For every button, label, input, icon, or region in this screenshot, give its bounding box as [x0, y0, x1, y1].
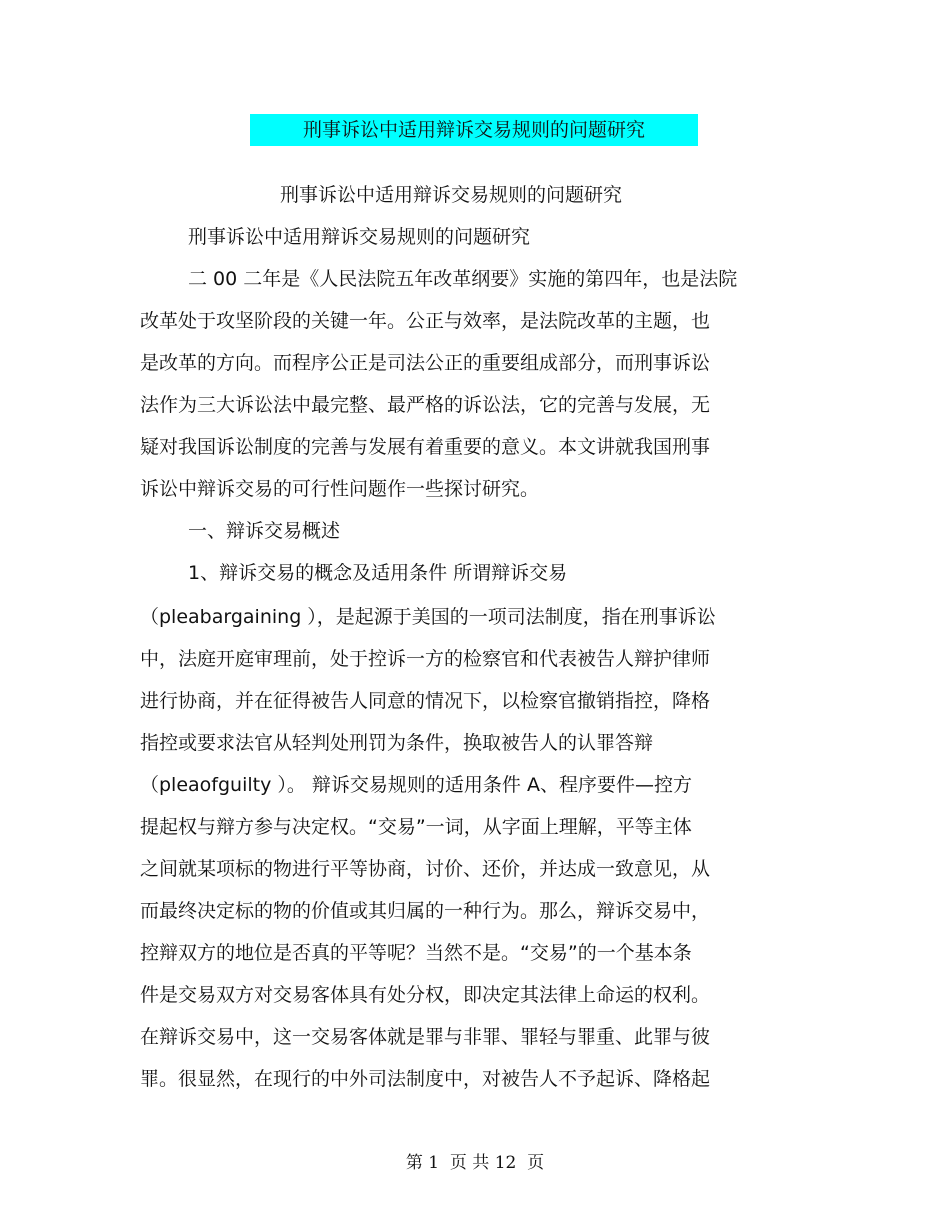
paragraph-line: 诉讼中辩诉交易的可行性问题作一些探讨研究。 [140, 478, 540, 500]
paragraph-line: 在辩诉交易中，这一交易客体就是罪与非罪、罪轻与罪重、此罪与彼 [140, 1026, 711, 1048]
paragraph-line: 控辩双方的地位是否真的平等呢？当然不是。“交易”的一个基本条 [140, 942, 692, 964]
paragraph-line: 进行协商，并在征得被告人同意的情况下，以检察官撤销指控，降格 [140, 690, 711, 712]
paragraph-line: 而最终决定标的物的价值或其归属的一种行为。那么，辩诉交易中， [140, 900, 711, 922]
section-heading: 一、辩诉交易概述 [188, 520, 341, 542]
paragraph-line: （pleaofguilty ）。 辩诉交易规则的适用条件 A、程序要件—控方 [140, 774, 692, 796]
paragraph-line: 罪。很显然，在现行的中外司法制度中，对被告人不予起诉、降格起 [140, 1068, 711, 1090]
paragraph-line: 1、辩诉交易的概念及适用条件 所谓辩诉交易 [188, 562, 568, 584]
heading-line: 刑事诉讼中适用辩诉交易规则的问题研究 [188, 226, 531, 248]
paragraph-line: 二 00 二年是《人民法院五年改革纲要》实施的第四年，也是法院 [188, 268, 738, 290]
paragraph-line: 提起权与辩方参与决定权。“交易”一词，从字面上理解，平等主体 [140, 816, 692, 838]
document-title: 刑事诉讼中适用辩诉交易规则的问题研究 [250, 114, 698, 146]
paragraph-line: 是改革的方向。而程序公正是司法公正的重要组成部分，而刑事诉讼 [140, 352, 711, 374]
subtitle-line: 刑事诉讼中适用辩诉交易规则的问题研究 [280, 184, 623, 206]
paragraph-line: 中，法庭开庭审理前，处于控诉一方的检察官和代表被告人辩护律师 [140, 648, 711, 670]
paragraph-line: 改革处于攻坚阶段的关键一年。公正与效率，是法院改革的主题，也 [140, 310, 711, 332]
paragraph-line: （pleabargaining ），是起源于美国的一项司法制度，指在刑事诉讼 [140, 606, 716, 628]
paragraph-line: 之间就某项标的物进行平等协商，讨价、还价，并达成一致意见，从 [140, 858, 711, 880]
paragraph-line: 法作为三大诉讼法中最完整、最严格的诉讼法，它的完善与发展，无 [140, 394, 711, 416]
page-number: 第 1 页 共 12 页 [405, 1153, 545, 1173]
paragraph-line: 疑对我国诉讼制度的完善与发展有着重要的意义。本文讲就我国刑事 [140, 436, 711, 458]
paragraph-line: 指控或要求法官从轻判处刑罚为条件，换取被告人的认罪答辩 [140, 732, 654, 754]
paragraph-line: 件是交易双方对交易客体具有处分权，即决定其法律上命运的权利。 [140, 984, 711, 1006]
